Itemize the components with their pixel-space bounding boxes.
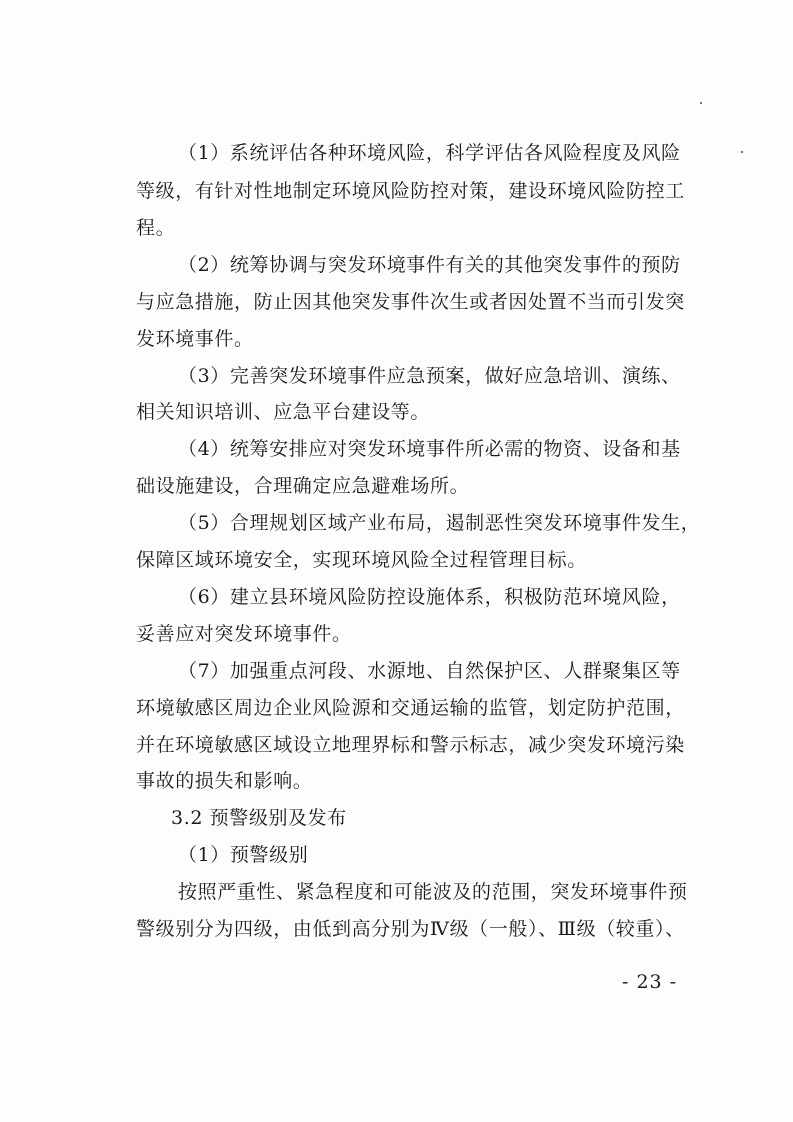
text-line: 保障区域环境安全，实现环境风险全过程管理目标。 (136, 549, 587, 571)
text-line: 发环境事件。 (136, 328, 254, 350)
text-line: （3）完善突发环境事件应急预案，做好应急培训、演练、 (178, 365, 681, 387)
text-line: 警级别分为四级，由低到高分别为Ⅳ级（一般）、Ⅲ级（较重）、 (136, 918, 685, 940)
text-line: 与应急措施，防止因其他突发事件次生或者因处置不当而引发突 (136, 291, 685, 313)
scan-speck (741, 151, 743, 153)
text-line: （4）统筹安排应对突发环境事件所必需的物资、设备和基 (178, 438, 681, 460)
page-number: - 23 - (622, 971, 678, 993)
text-line: （6）建立县环境风险防控设施体系，积极防范环境风险， (178, 586, 681, 608)
text-line: 础设施建设，合理确定应急避难场所。 (136, 475, 470, 497)
text-line: 程。 (136, 217, 176, 239)
text-line: 环境敏感区周边企业风险源和交通运输的监管，划定防护范围， (136, 697, 685, 719)
text-line: 事故的损失和影响。 (136, 770, 313, 792)
scan-speck (700, 102, 702, 104)
text-line: （1）系统评估各种环境风险，科学评估各风险程度及风险 (178, 142, 681, 164)
text-line: 相关知识培训、应急平台建设等。 (136, 401, 431, 423)
section-heading: 3.2 预警级别及发布 (171, 807, 347, 829)
subsection-heading: （1）预警级别 (178, 844, 309, 866)
text-line: 并在环境敏感区域设立地理界标和警示标志，减少突发环境污染 (136, 734, 685, 756)
text-line: （5）合理规划区域产业布局，遏制恶性突发环境事件发生， (178, 512, 701, 534)
text-line: 妥善应对突发环境事件。 (136, 623, 352, 645)
text-line: （2）统筹协调与突发环境事件有关的其他突发事件的预防 (178, 254, 681, 276)
text-line: 按照严重性、紧急程度和可能波及的范围，突发环境事件预 (178, 881, 688, 903)
text-line: （7）加强重点河段、水源地、自然保护区、人群聚集区等 (178, 660, 681, 682)
text-line: 等级，有针对性地制定环境风险防控对策，建设环境风险防控工 (136, 180, 685, 202)
